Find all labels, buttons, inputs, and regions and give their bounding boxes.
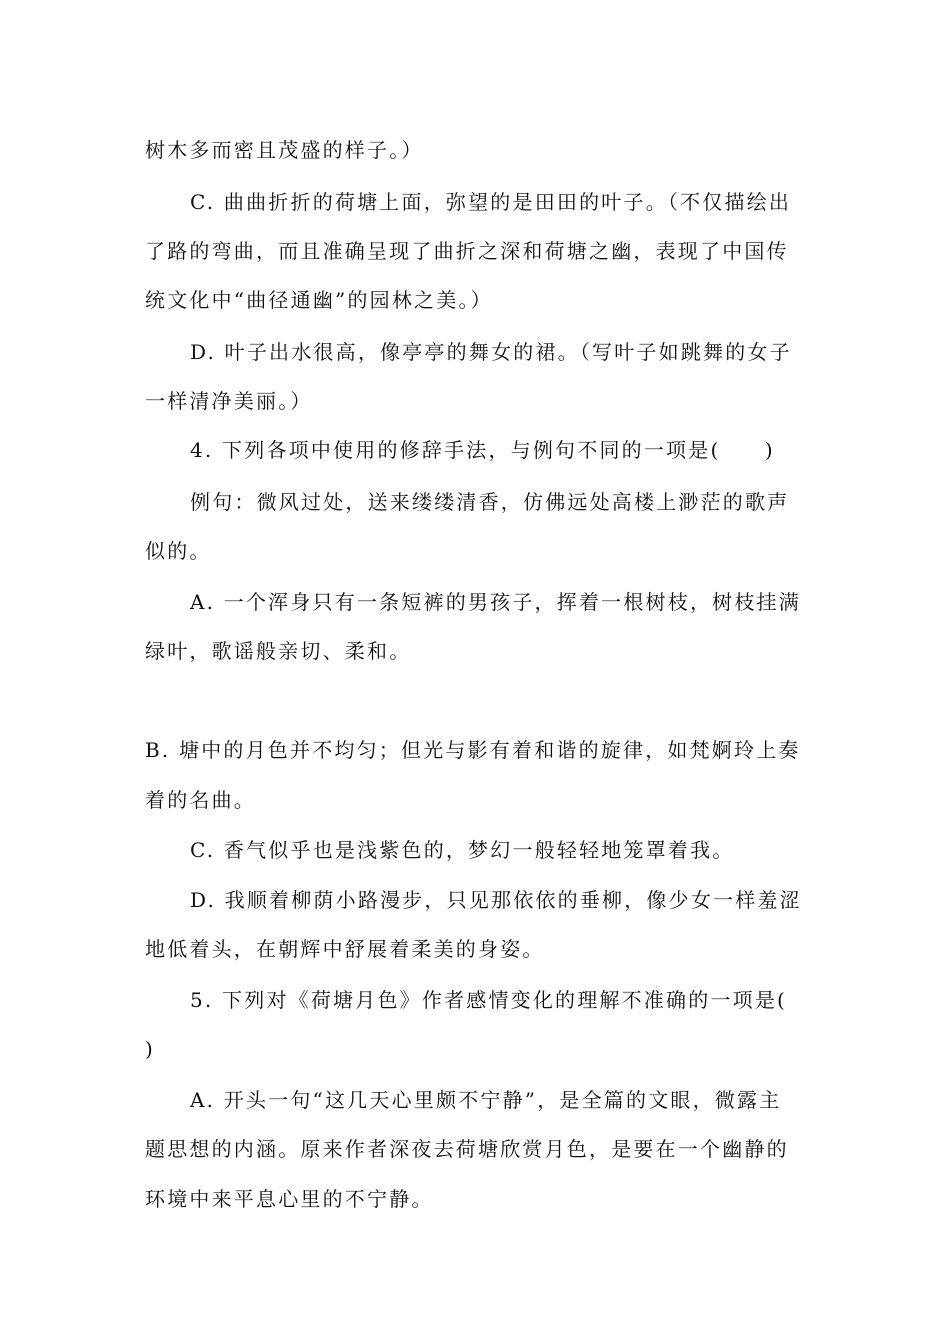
text-line: 了路的弯曲，而且准确呈现了曲折之深和荷塘之幽，表现了中国传 — [145, 239, 789, 263]
text-line: 地低着头，在朝辉中舒展着柔美的身姿。 — [145, 937, 545, 961]
option-a-line: A. 开头一句“这几天心里颇不宁静”，是全篇的文眼，微露主 — [190, 1088, 782, 1112]
text-line: 环境中来平息心里的不宁静。 — [145, 1187, 434, 1211]
option-c-line: C. 香气似乎也是浅紫色的，梦幻一般轻轻地笼罩着我。 — [190, 838, 735, 862]
option-c-line: C. 曲曲折折的荷塘上面，弥望的是田田的叶子。（不仅描绘出 — [190, 190, 792, 214]
text-line: 统文化中“曲径通幽”的园林之美。） — [145, 288, 493, 312]
text-line: 似的。 — [145, 539, 212, 563]
question-5: 5. 下列对《荷塘月色》作者感情变化的理解不准确的一项是( — [190, 988, 788, 1012]
text-line: 树木多而密且茂盛的样子。） — [145, 138, 424, 162]
text-line: ) — [145, 1037, 156, 1061]
text-line: 绿叶，歌谣般亲切、柔和。 — [145, 639, 412, 663]
text-line: 一样清净美丽。） — [145, 389, 313, 413]
text-line: 题思想的内涵。原来作者深夜去荷塘欣赏月色，是要在一个幽静的 — [145, 1137, 789, 1161]
option-b-line: B. 塘中的月色并不均匀；但光与影有着和谐的旋律，如梵婀玲上奏 — [145, 738, 801, 762]
option-a-line: A. 一个浑身只有一条短裤的男孩子，挥着一根树枝，树枝挂满 — [190, 590, 801, 614]
option-d-line: D. 我顺着柳荫小路漫步，只见那依依的垂柳，像少女一样羞涩 — [190, 888, 802, 912]
question-4: 4. 下列各项中使用的修辞手法，与例句不同的一项是( ) — [190, 438, 775, 462]
example-sentence: 例句：微风过处，送来缕缕清香，仿佛远处高楼上渺茫的歌声 — [190, 490, 790, 514]
text-line: 着的名曲。 — [145, 788, 256, 812]
option-d-line: D. 叶子出水很高，像亭亭的舞女的裙。（写叶子如跳舞的女子 — [190, 340, 792, 364]
